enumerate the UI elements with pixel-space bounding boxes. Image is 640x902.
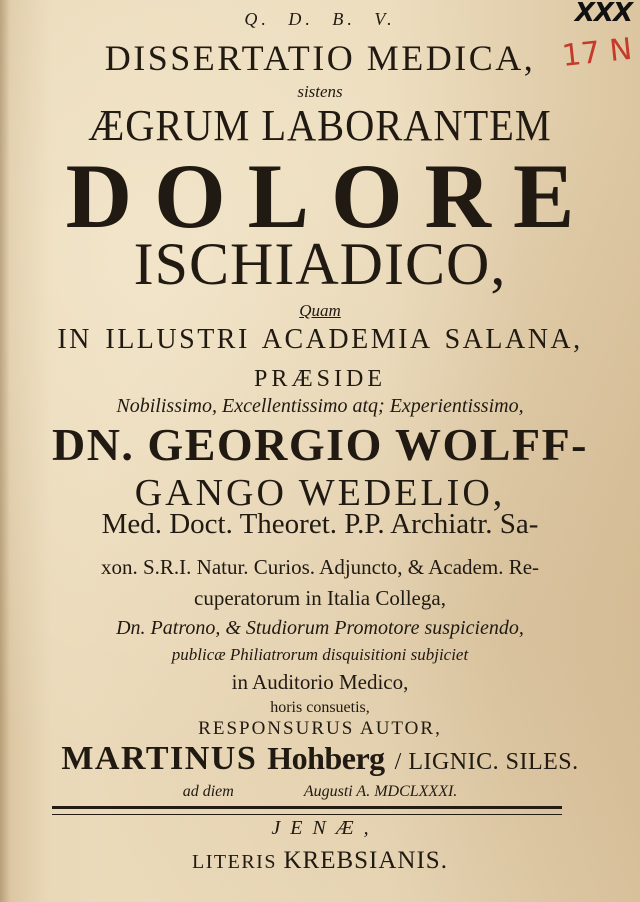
sistens-text: sistens [297,82,343,101]
disquisition-line: publicæ Philiatrorum disquisitioni subjiciet [171,645,469,664]
imprint-divider [52,806,562,815]
date-prefix: ad diem [182,783,234,800]
praeside-heading: PRÆSIDE [253,366,387,392]
dissertation-title: DISSERTATIO MEDICA, [104,38,536,78]
author-first-name: MARTINUS [61,740,258,777]
subject-ischiadico: ISCHIADICO, [133,231,507,297]
handwritten-shelfmark: 17 N [560,31,634,74]
subject-dolore: DOLORE [65,145,597,247]
praeses-titles-line3: cuperatorum in Italia Collega, [194,586,446,610]
academia-line: IN ILLUSTRI ACADEMIA SALANA, [57,324,583,355]
date-line [0,784,640,800]
praeses-name-line2: GANGO WEDELIO, [134,472,506,514]
horis-line: horis consuetis, [270,699,370,716]
author-last-name: Hohberg [267,740,385,776]
invocation: Q. D. B. V. [244,9,396,29]
defense-date: Augusti A. MDCLXXXI. [303,783,458,800]
imprint-printer [0,848,640,873]
subject-line: ÆGRUM LABORANTEM [88,101,552,150]
praeses-titles-line1: Med. Doct. Theoret. P.P. Archiatr. Sa- [101,508,539,540]
quam-text: Quam [299,301,341,320]
patrono-line: Dn. Patrono, & Studiorum Promotore suspiciendo, [116,617,524,639]
auditorio-line: in Auditorio Medico, [231,670,409,694]
imprint-place: JENÆ, [271,817,379,839]
library-stamp: XXX [574,0,632,28]
printer-prefix: LITERIS [192,851,277,873]
praeses-epithets: Nobilissimo, Excellentissimo atq; Experientissimo, [116,395,524,417]
printer-name: KREBSIANIS. [283,847,448,874]
praeses-name-line1: DN. GEORGIO WOLFF- [51,419,588,470]
author-origin: / LIGNIC. SILES. [394,749,579,775]
praeses-titles-line2: xon. S.R.I. Natur. Curios. Adjuncto, & Academ. Re- [100,555,540,579]
respondent-heading: RESPONSURUS AUTOR, [198,718,442,739]
author-line [0,742,640,776]
